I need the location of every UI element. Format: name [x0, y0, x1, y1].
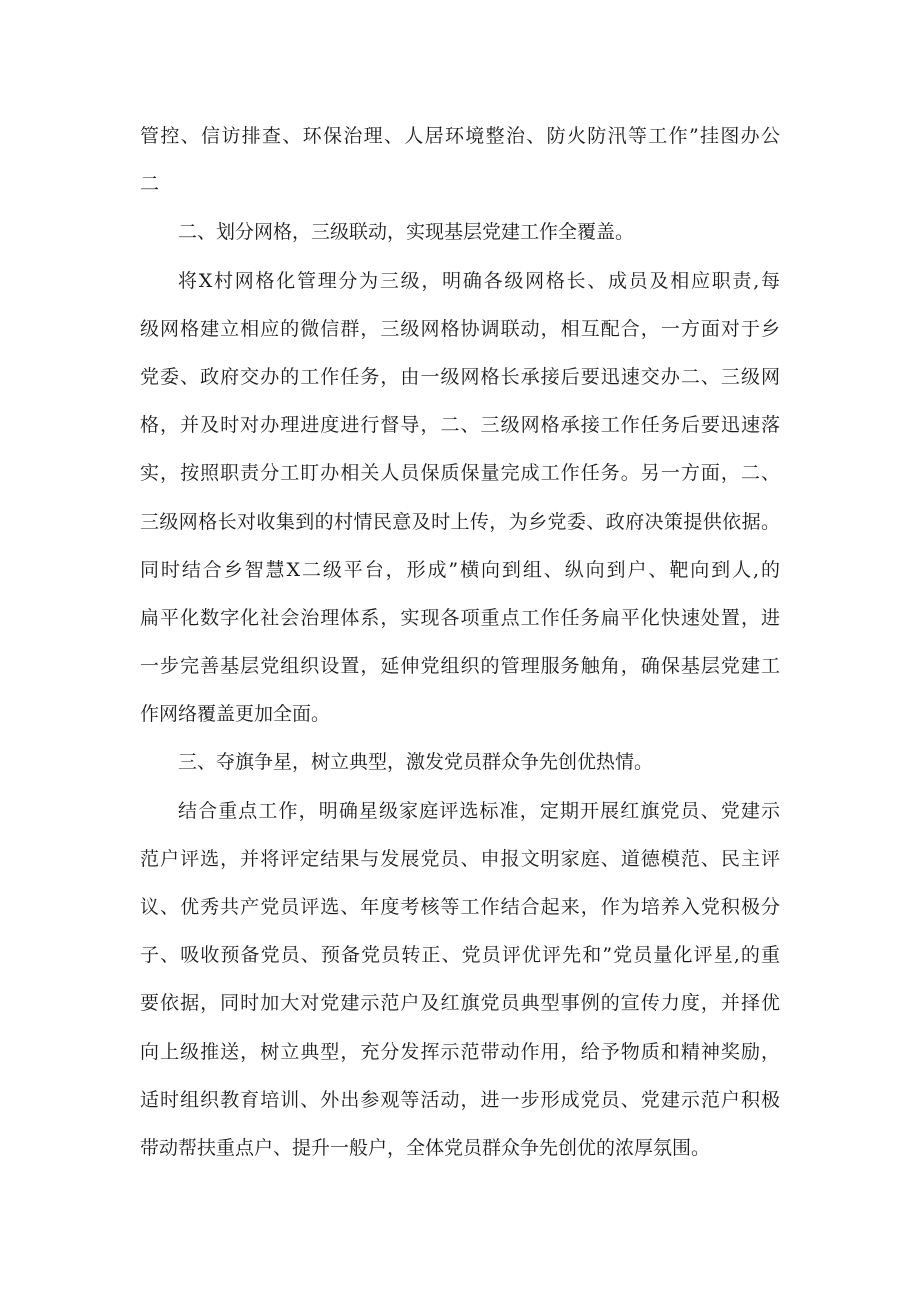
text-line: 结合重点工作，明确星级家庭评选标准，定期开展红旗党员、党建示 — [178, 799, 780, 822]
text-line: 范户评选，并将评定结果与发展党员、申报文明家庭、道德模范、民主评 — [140, 847, 780, 870]
text-line: 党委、政府交办的工作任务，由一级网格长承接后要迅速交办二、三级网 — [140, 365, 780, 388]
text-line: 向上级推送，树立典型，充分发挥示范带动作用，给予物质和精神奖励， — [140, 1040, 780, 1063]
text-line: 作网络覆盖更加全面。 — [140, 703, 331, 726]
text-line: 格，并及时对办理进度进行督导，二、三级网格承接工作任务后要迅速落 — [140, 414, 780, 437]
text-line: 级网格建立相应的微信群，三级网格协调联动，相互配合，一方面对于乡 — [140, 317, 780, 340]
text-line: 一步完善基层党组织设置，延伸党组织的管理服务触角，确保基层党建工 — [140, 655, 780, 678]
text-line: 带动帮扶重点户、提升一般户，全体党员群众争先创优的浓厚氛围。 — [140, 1136, 711, 1159]
text-line: 议、优秀共产党员评选、年度考核等工作结合起来，作为培养入党积极分 — [140, 896, 780, 918]
text-line: 三级网格长对收集到的村情民意及时上传，为乡党委、政府决策提供依据。 — [140, 510, 780, 533]
text-line: 子、吸收预备党员、预备党员转正、党员评优评先和”党员量化评星,的重 — [140, 944, 780, 967]
text-line: 将X村网格化管理分为三级，明确各级网格长、成员及相应职责,每 — [178, 269, 780, 292]
text-line: 同时结合乡智慧X二级平台，形成”横向到组、纵向到户、靶向到人,的 — [140, 558, 780, 581]
text-line: 实，按照职责分工盯办相关人员保质保量完成工作任务。另一方面，二、 — [140, 462, 780, 485]
document-body — [140, 112, 780, 1172]
text-line: 三、夺旗争星，树立典型，激发党员群众争先创优热情。 — [178, 751, 654, 774]
text-line: 二 — [140, 173, 160, 196]
text-line: 管控、信访排查、环保治理、人居环境整治、防火防汛等工作”挂图办公 — [140, 125, 780, 147]
text-line: 二、划分网格，三级联动，实现基层党建工作全覆盖。 — [178, 221, 635, 244]
text-line: 适时组织教育培训、外出参观等活动，进一步形成党员、党建示范户积极 — [140, 1088, 780, 1111]
text-line: 要依据，同时加大对党建示范户及红旗党员典型事例的宣传力度，并择优 — [140, 992, 780, 1015]
text-line: 扁平化数字化社会治理体系，实现各项重点工作任务扁平化快速处置，进 — [140, 606, 780, 629]
